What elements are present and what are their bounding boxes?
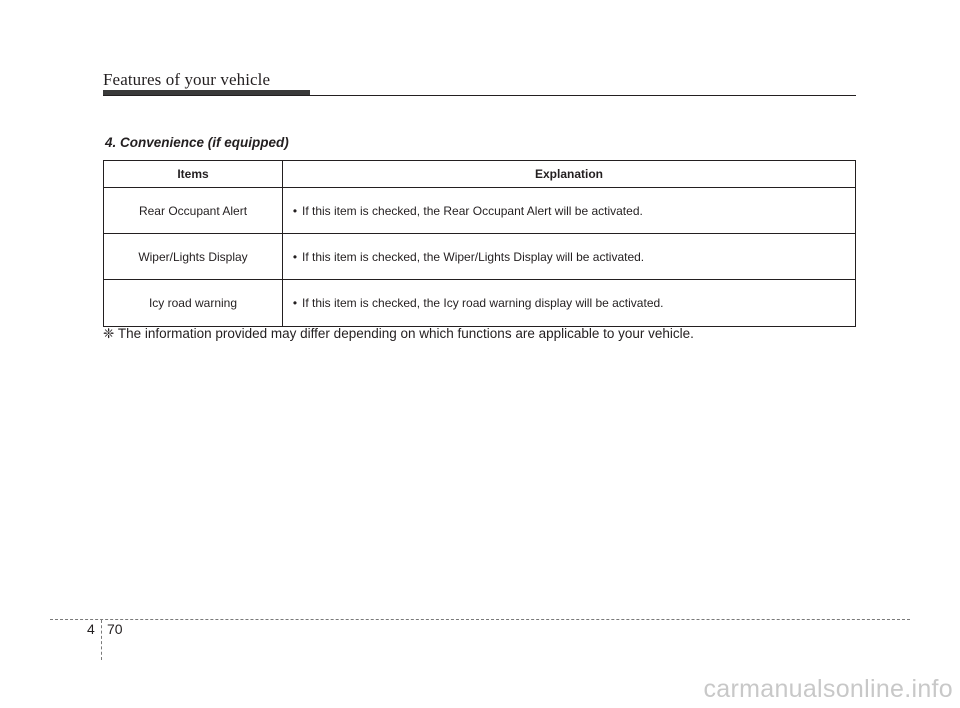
item-cell: Rear Occupant Alert — [104, 188, 283, 233]
note-text: The information provided may differ depending on which functions are applicable to your vehicle. — [117, 326, 694, 341]
footer-dashed-divider — [101, 620, 102, 660]
table-row — [104, 280, 855, 326]
explanation-cell — [283, 188, 855, 233]
table-row — [104, 188, 855, 234]
header-rule — [103, 95, 856, 96]
note-symbol-icon: ❈ — [103, 326, 115, 341]
footnote — [103, 326, 694, 342]
column-header-explanation: Explanation — [534, 167, 603, 181]
table-row — [104, 234, 855, 280]
item-cell: Wiper/Lights Display — [104, 234, 283, 279]
item-cell: Icy road warning — [104, 280, 283, 326]
explanation-text: If this item is checked, the Rear Occupant Alert will be activated. — [302, 203, 643, 218]
watermark: carmanualsonline.info — [703, 675, 953, 703]
explanation-text: If this item is checked, the Wiper/Lights Display will be activated. — [302, 249, 645, 264]
bullet-icon: • — [292, 249, 298, 264]
section-title: 4. Convenience (if equipped) — [105, 135, 289, 150]
footer-dashed-rule — [50, 619, 910, 620]
explanation-cell — [283, 280, 855, 326]
table-header — [104, 161, 855, 188]
page-number: 70 — [107, 621, 123, 637]
explanation-text: If this item is checked, the Icy road warning display will be activated. — [302, 296, 664, 310]
bullet-icon: • — [292, 296, 298, 310]
bullet-icon: • — [292, 203, 298, 218]
chapter-number: 4 — [87, 621, 95, 637]
column-header-items: Items — [104, 161, 283, 187]
settings-table — [103, 160, 856, 327]
page-header-title: Features of your vehicle — [103, 70, 271, 89]
explanation-cell — [283, 234, 855, 279]
